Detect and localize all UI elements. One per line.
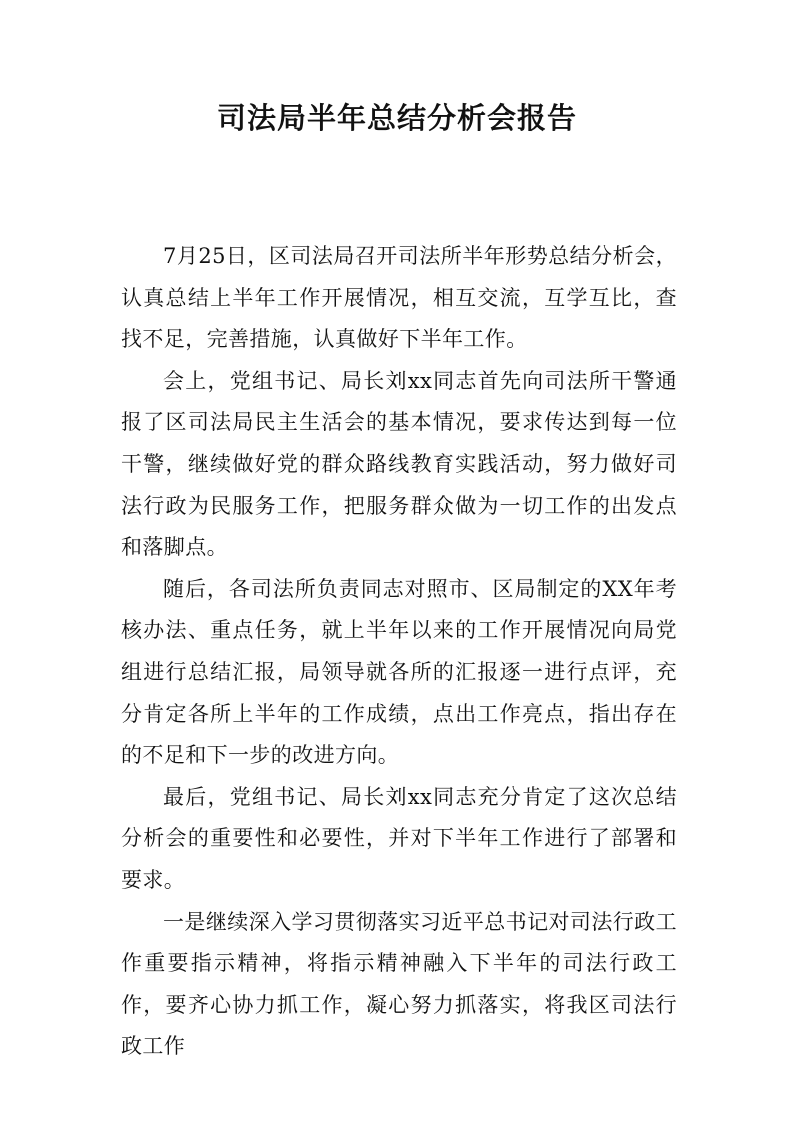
paragraph: 最后，党组书记、局长刘xx同志充分肯定了这次总结分析会的重要性和必要性，并对下半年工作进行了部署和要求。: [121, 784, 677, 892]
paragraph: 随后，各司法所负责同志对照市、区局制定的XX年考核办法、重点任务，就上半年以来的工作开展情况向局党组进行总结汇报，局领导就各所的汇报逐一进行点评，充分肯定各所上半年的工作成绩，点出工作亮点，指出存在的不足和下一步的改进方向。: [121, 576, 677, 768]
paragraph: 会上，党组书记、局长刘xx同志首先向司法所干警通报了区司法局民主生活会的基本情况，要求传达到每一位干警，继续做好党的群众路线教育实践活动，努力做好司法行政为民服务工作，把服务群众做为一切工作的出发点和落脚点。: [121, 368, 677, 560]
document-body: [121, 236, 677, 1068]
paragraph: 7月25日，区司法局召开司法所半年形势总结分析会，认真总结上半年工作开展情况，相互交流，互学互比，查找不足，完善措施，认真做好下半年工作。: [121, 244, 677, 352]
document-title: 司法局半年总结分析会报告: [216, 101, 577, 135]
paragraph: 一是继续深入学习贯彻落实习近平总书记对司法行政工作重要指示精神，将指示精神融入下半年的司法行政工作，要齐心协力抓工作，凝心努力抓落实，将我区司法行政工作: [121, 909, 677, 1059]
